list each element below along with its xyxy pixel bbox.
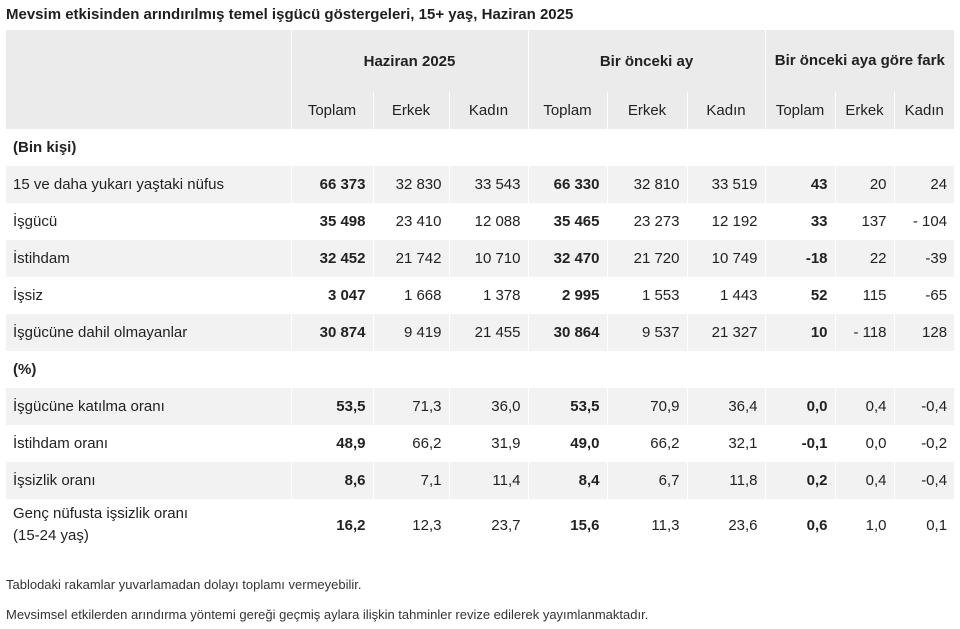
- value-cell: 137: [835, 203, 894, 240]
- value-cell: 43: [765, 166, 835, 203]
- value-cell: 70,9: [607, 388, 687, 425]
- row-label-line: (15-24 yaş): [13, 527, 89, 544]
- row-label: İşsiz: [6, 277, 291, 314]
- value-cell: 9 419: [373, 314, 449, 351]
- value-cell: 0,0: [765, 388, 835, 425]
- row-label: İşgücü: [6, 203, 291, 240]
- value-cell: 10: [765, 314, 835, 351]
- value-cell: - 104: [894, 203, 954, 240]
- value-cell: 1 443: [687, 277, 765, 314]
- value-cell: 36,4: [687, 388, 765, 425]
- value-cell: 32 470: [528, 240, 607, 277]
- value-cell: 21 742: [373, 240, 449, 277]
- table-row: [6, 314, 954, 351]
- value-cell: 20: [835, 166, 894, 203]
- value-cell: 12,3: [373, 499, 449, 551]
- value-cell: 1 668: [373, 277, 449, 314]
- value-cell: 8,4: [528, 462, 607, 499]
- value-cell: 115: [835, 277, 894, 314]
- group-header-previous: Bir önceki ay: [528, 30, 765, 92]
- value-cell: 32 810: [607, 166, 687, 203]
- value-cell: 53,5: [291, 388, 373, 425]
- value-cell: 11,3: [607, 499, 687, 551]
- row-label: 15 ve daha yukarı yaştaki nüfus: [6, 166, 291, 203]
- value-cell: 12 192: [687, 203, 765, 240]
- value-cell: 52: [765, 277, 835, 314]
- table-row: [6, 277, 954, 314]
- value-cell: 24: [894, 166, 954, 203]
- value-cell: 0,2: [765, 462, 835, 499]
- value-cell: 0,6: [765, 499, 835, 551]
- value-cell: 23,7: [449, 499, 528, 551]
- value-cell: 0,0: [835, 425, 894, 462]
- section-label: (%): [6, 351, 954, 388]
- group-header-row: [6, 30, 954, 92]
- group-header-difference: Bir önceki aya göre fark: [765, 30, 954, 92]
- value-cell: 49,0: [528, 425, 607, 462]
- subheader-cell: Toplam: [765, 92, 835, 129]
- value-cell: 53,5: [528, 388, 607, 425]
- subheader-cell: Erkek: [373, 92, 449, 129]
- table-row: [6, 425, 954, 462]
- labour-indicators-table: [6, 30, 954, 551]
- value-cell: 33 519: [687, 166, 765, 203]
- table-title: Mevsim etkisinden arındırılmış temel işgücü göstergeleri, 15+ yaş, Haziran 2025: [6, 6, 574, 23]
- footnote-revision: Mevsimsel etkilerden arındırma yöntemi gereği geçmiş aylara ilişkin tahminler revize edilerek yayımlanmaktadır.: [6, 607, 649, 622]
- value-cell: -0,2: [894, 425, 954, 462]
- value-cell: 7,1: [373, 462, 449, 499]
- value-cell: 3 047: [291, 277, 373, 314]
- value-cell: 12 088: [449, 203, 528, 240]
- value-cell: 9 537: [607, 314, 687, 351]
- value-cell: 30 874: [291, 314, 373, 351]
- value-cell: 66,2: [373, 425, 449, 462]
- table-row: [6, 240, 954, 277]
- table-row: [6, 499, 954, 551]
- value-cell: -18: [765, 240, 835, 277]
- value-cell: 16,2: [291, 499, 373, 551]
- value-cell: 11,8: [687, 462, 765, 499]
- value-cell: 35 465: [528, 203, 607, 240]
- row-label: İşsizlik oranı: [6, 462, 291, 499]
- value-cell: 10 710: [449, 240, 528, 277]
- value-cell: 36,0: [449, 388, 528, 425]
- section-row-rates: [6, 351, 954, 388]
- value-cell: 128: [894, 314, 954, 351]
- table-row: [6, 388, 954, 425]
- row-label: İstihdam oranı: [6, 425, 291, 462]
- value-cell: 21 327: [687, 314, 765, 351]
- value-cell: 0,4: [835, 388, 894, 425]
- value-cell: -65: [894, 277, 954, 314]
- value-cell: 1,0: [835, 499, 894, 551]
- value-cell: 71,3: [373, 388, 449, 425]
- value-cell: 23 273: [607, 203, 687, 240]
- value-cell: 22: [835, 240, 894, 277]
- value-cell: -0,4: [894, 462, 954, 499]
- row-label: [6, 499, 291, 551]
- value-cell: -39: [894, 240, 954, 277]
- value-cell: 32 452: [291, 240, 373, 277]
- value-cell: 21 455: [449, 314, 528, 351]
- value-cell: 30 864: [528, 314, 607, 351]
- value-cell: 66 373: [291, 166, 373, 203]
- value-cell: 32 830: [373, 166, 449, 203]
- value-cell: 1 378: [449, 277, 528, 314]
- subheader-cell: Toplam: [291, 92, 373, 129]
- row-label: İşgücüne dahil olmayanlar: [6, 314, 291, 351]
- subheader-cell: Kadın: [894, 92, 954, 129]
- subheader-cell: Erkek: [607, 92, 687, 129]
- group-header-current: Haziran 2025: [291, 30, 528, 92]
- value-cell: 31,9: [449, 425, 528, 462]
- subheader-cell: Kadın: [449, 92, 528, 129]
- table-row: [6, 203, 954, 240]
- section-row-counts: [6, 129, 954, 166]
- value-cell: 15,6: [528, 499, 607, 551]
- value-cell: 66,2: [607, 425, 687, 462]
- value-cell: 6,7: [607, 462, 687, 499]
- value-cell: 35 498: [291, 203, 373, 240]
- value-cell: -0,1: [765, 425, 835, 462]
- footnote-rounding: Tablodaki rakamlar yuvarlamadan dolayı toplamı vermeyebilir.: [6, 577, 362, 592]
- table-row: [6, 462, 954, 499]
- value-cell: 23 410: [373, 203, 449, 240]
- row-label: İstihdam: [6, 240, 291, 277]
- corner-cell: [6, 30, 291, 92]
- value-cell: - 118: [835, 314, 894, 351]
- value-cell: 1 553: [607, 277, 687, 314]
- row-label-line: Genç nüfusta işsizlik oranı: [13, 505, 189, 522]
- value-cell: 0,4: [835, 462, 894, 499]
- subheader-cell: Kadın: [687, 92, 765, 129]
- value-cell: 21 720: [607, 240, 687, 277]
- value-cell: 33: [765, 203, 835, 240]
- value-cell: 23,6: [687, 499, 765, 551]
- value-cell: 48,9: [291, 425, 373, 462]
- section-label: (Bin kişi): [6, 129, 954, 166]
- value-cell: 0,1: [894, 499, 954, 551]
- value-cell: 11,4: [449, 462, 528, 499]
- subheader-cell: Toplam: [528, 92, 607, 129]
- value-cell: 8,6: [291, 462, 373, 499]
- value-cell: 2 995: [528, 277, 607, 314]
- value-cell: 66 330: [528, 166, 607, 203]
- subheader-row: [6, 92, 954, 129]
- value-cell: -0,4: [894, 388, 954, 425]
- table-row: [6, 166, 954, 203]
- subheader-cell: Erkek: [835, 92, 894, 129]
- value-cell: 32,1: [687, 425, 765, 462]
- value-cell: 33 543: [449, 166, 528, 203]
- row-label: İşgücüne katılma oranı: [6, 388, 291, 425]
- value-cell: 10 749: [687, 240, 765, 277]
- corner-cell: [6, 92, 291, 129]
